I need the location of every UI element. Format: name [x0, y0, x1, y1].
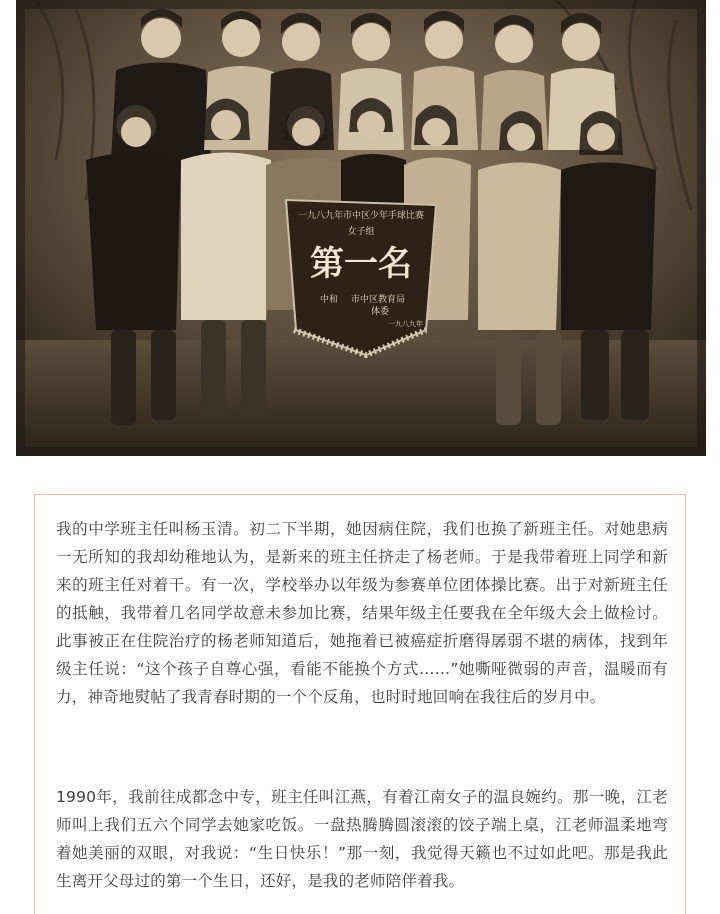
pennant-right2: 体委	[371, 307, 390, 317]
pennant-right1: 市中区教育局	[351, 295, 406, 305]
paragraph-teacher-jiang: 1990年，我前往成都念中专，班主任叫江燕，有着江南女子的温良婉约。那一晚，江老师叫上我们五六个同学去她家吃饭。一盘热腾腾圆滚滚的饺子端上桌，江老师温柔地弯着她美丽的双眼，对我说：“生日快乐！”那一刻，我觉得天籁也不过如此吧。那是我此生离开父母过的第一个生日，还好，是我的老师陪伴着我。	[56, 788, 668, 890]
pennant-line2: 女子组	[347, 227, 375, 237]
photo-illustration	[16, 0, 706, 456]
pennant-date: 一九八九年	[388, 320, 423, 328]
article-card	[34, 494, 686, 914]
championship-pennant	[286, 200, 436, 355]
class-group-photo	[16, 0, 706, 456]
pennant-title: 第一名	[310, 244, 412, 284]
pennant-line1: 一九八九年市中区少年手球比赛	[297, 211, 425, 221]
paragraph-teacher-yang: 我的中学班主任叫杨玉清。初二下半期，她因病住院，我们也换了新班主任。对她患病一无所知的我却幼稚地认为，是新来的班主任挤走了杨老师。于是我带着班上同学和新来的班主任对着干。有一次，学校举办以年级为参赛单位团体操比赛。出于对新班主任的抵触，我带着几名同学故意未参加比赛，结果年级主任要我在全年级大会上做检讨。此事被正在住院治疗的杨老师知道后，她拖着已被癌症折磨得孱弱不堪的病体，找到年级主任说：“这个孩子自尊心强，看能不能换个方式……”她嘶哑微弱的声音，温暖而有力，神奇地熨帖了我青春时期的一个个反角，也时时地回响在我往后的岁月中。	[56, 520, 668, 706]
pennant-left: 中和	[320, 295, 339, 305]
